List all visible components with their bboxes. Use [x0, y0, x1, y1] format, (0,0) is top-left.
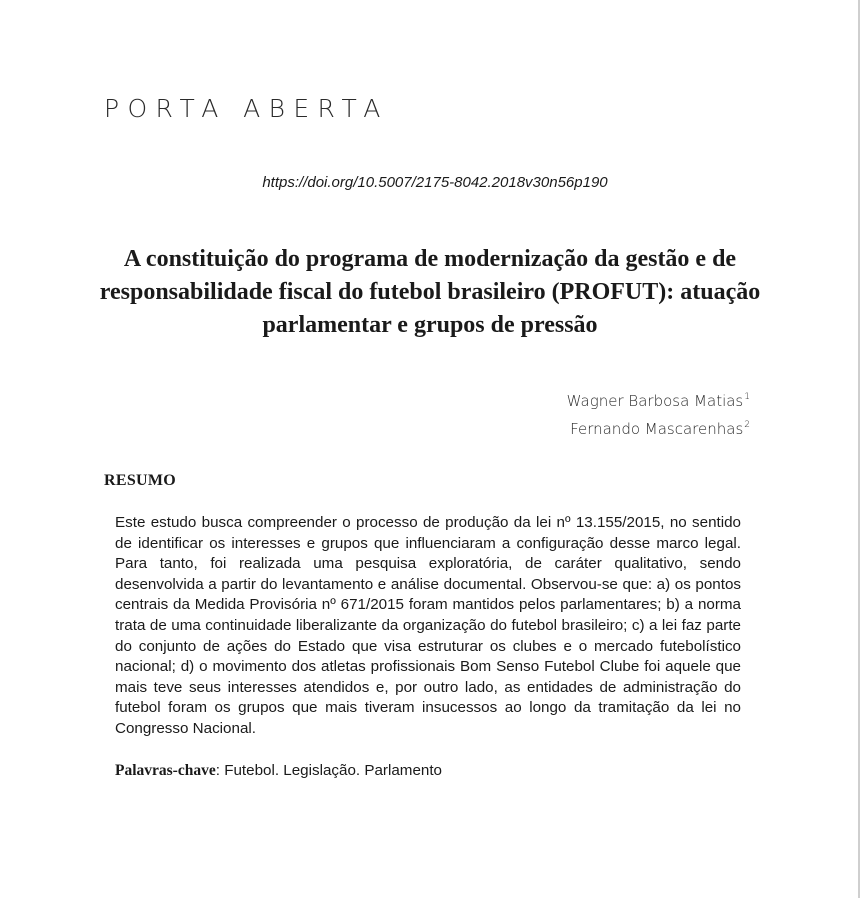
- abstract-text: Este estudo busca compreender o processo de produção da lei nº 13.155/2015, no sentido de identificar os interesses e grupos que influenciaram a configuração desse marco legal. Para tanto, foi realizada uma pesquisa exploratória, de caráter qualitativo, sendo desenvolvida a partir do levantamento e análise documental. Observou-se que: a) os pontos centrais da Medida Provisória nº 671/2015 foram mantidos pelos parlamentares; b) a norma trata de uma continuidade liberalizante da organização do futebol brasileiro; c) a lei faz parte do conjunto de ações do Estado que visa estruturar os clubes e o mercado futebolístico nacional; d) o movimento dos atletas profissionais Bom Senso Futebol Clube foi aquele que mais teve seus interesses atendidos e, por outro lado, as entidades de administração do futebol foram os grupos que mais tiveram insucessos ao longo da tramitação da lei no Congresso Nacional.: [115, 514, 741, 737]
- author-name: Fernando Mascarenhas: [570, 420, 744, 438]
- section-label: PORTA ABERTA: [104, 94, 389, 123]
- author-footnote-marker[interactable]: 1: [744, 392, 750, 402]
- keywords-separator: :: [215, 762, 220, 779]
- keywords: [115, 762, 442, 780]
- author-name: Wagner Barbosa Matias: [566, 392, 744, 410]
- article-title: A constituição do programa de modernização da gestão e de responsabilidade fiscal do futebol brasileiro (PROFUT): atuação parlamentar e grupos de pressão: [99, 246, 761, 338]
- doi-link[interactable]: https://doi.org/10.5007/2175-8042.2018v30n56p190: [262, 174, 608, 191]
- keywords-text: Futebol. Legislação. Parlamento: [219, 762, 443, 779]
- author-footnote-marker[interactable]: 2: [744, 420, 750, 430]
- author-list: [567, 385, 750, 441]
- author-item: [567, 413, 750, 441]
- abstract-heading: RESUMO: [104, 472, 177, 489]
- author-item: [567, 385, 750, 413]
- keywords-label: Palavras-chave: [115, 762, 216, 779]
